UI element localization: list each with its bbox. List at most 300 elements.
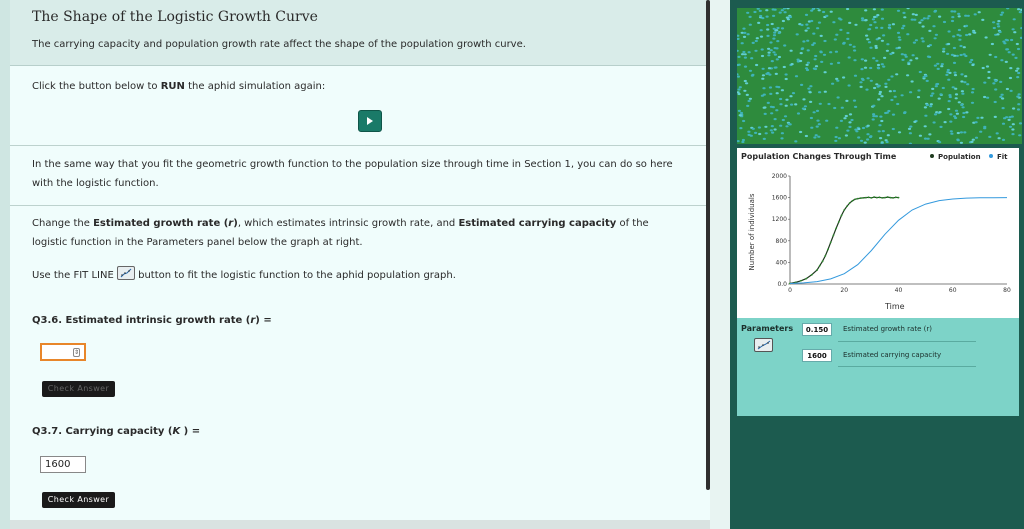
aphid (1015, 70, 1018, 72)
aphid (781, 89, 784, 91)
aphid (799, 131, 802, 133)
aphid (825, 120, 828, 122)
aphid (836, 80, 839, 82)
aphid (1009, 126, 1012, 128)
aphid (994, 80, 997, 82)
aphid (948, 94, 951, 96)
aphid (1013, 31, 1016, 33)
aphid (909, 126, 912, 128)
growth-rate-param-input[interactable]: 0.150 (802, 323, 832, 336)
aphid (939, 126, 942, 128)
aphid (890, 99, 893, 101)
aphid (952, 35, 955, 37)
aphid (994, 56, 997, 58)
aphid (886, 50, 889, 52)
aphid (752, 42, 755, 44)
aphid (775, 29, 778, 31)
aphid (924, 115, 927, 117)
aphid (951, 54, 954, 56)
aphid (1017, 108, 1020, 110)
population-point (862, 197, 864, 199)
aphid (857, 136, 860, 138)
aphid (773, 32, 776, 34)
aphid (737, 50, 739, 52)
run-simulation-button[interactable] (358, 110, 382, 132)
aphid (1001, 94, 1004, 96)
aphid (956, 113, 959, 115)
aphid (953, 47, 956, 49)
aphid (807, 49, 810, 51)
aphid (743, 36, 746, 38)
aphid (785, 105, 788, 107)
intro-text: In the same way that you fit the geometric growth function to the population size through time in Section 1, you can do so here with the logistic function. (32, 159, 673, 189)
carrying-capacity-answer-input[interactable]: 1600 (40, 456, 86, 473)
aphid (924, 138, 927, 140)
aphid (915, 14, 918, 16)
aphid (905, 56, 908, 58)
aphid (869, 47, 872, 49)
aphid (806, 69, 809, 71)
aphid (747, 33, 750, 35)
aphid (766, 28, 769, 30)
aphid (1006, 8, 1009, 9)
aphid (873, 21, 876, 23)
aphid (971, 102, 974, 104)
aphid (864, 67, 867, 69)
aphid (873, 87, 876, 89)
aphid (884, 83, 887, 85)
play-icon (367, 117, 373, 125)
aphid (870, 80, 873, 82)
aphid (794, 140, 797, 142)
aphid (917, 96, 920, 98)
aphid (872, 57, 875, 59)
y-tick-label: 400 (775, 259, 787, 267)
aphid (760, 36, 763, 38)
aphid (755, 40, 758, 42)
aphid (763, 106, 766, 108)
aphid (754, 50, 757, 52)
graph-title: Population Changes Through Time (741, 152, 897, 161)
aphid (924, 125, 927, 127)
aphid (917, 89, 920, 91)
aphid (789, 95, 792, 97)
aphid (1014, 57, 1017, 59)
aphid (861, 17, 864, 19)
population-point (824, 255, 826, 257)
aphid (741, 42, 744, 44)
aphid (805, 30, 808, 32)
population-point (873, 196, 875, 198)
aphid (758, 133, 761, 135)
aphid (813, 111, 816, 113)
aphid (909, 143, 912, 144)
aphid (890, 75, 893, 77)
aphid (948, 30, 951, 32)
growth-rate-answer-input[interactable] (40, 343, 86, 361)
population-point (889, 197, 891, 199)
aphid (987, 77, 990, 79)
check-answer-button-q36[interactable]: Check Answer (42, 381, 115, 397)
aphid (737, 140, 740, 142)
aphid (987, 71, 990, 73)
aphid (784, 115, 787, 117)
aphid (742, 120, 745, 122)
aphid (985, 36, 988, 38)
aphid (748, 100, 751, 102)
aphid (774, 118, 777, 120)
scrollbar[interactable] (706, 0, 710, 490)
header (10, 0, 710, 66)
aphid (896, 103, 899, 105)
aphid (886, 43, 889, 45)
aphid (924, 106, 927, 108)
aphid (854, 106, 857, 108)
aphid (783, 44, 786, 46)
aphid (881, 18, 884, 20)
aphid (963, 46, 966, 48)
aphid (882, 130, 885, 132)
aphid (840, 120, 843, 122)
aphid (872, 118, 875, 120)
aphid (748, 134, 751, 136)
aphid (872, 18, 875, 20)
aphid (941, 63, 944, 65)
aphid (763, 138, 766, 140)
aphid (902, 12, 905, 14)
aphid (765, 132, 768, 134)
aphid (958, 39, 961, 41)
aphid (1002, 139, 1005, 141)
check-answer-button-q37[interactable]: Check Answer (42, 492, 115, 508)
aphid (1008, 51, 1011, 53)
aphid (755, 64, 758, 66)
aphid (878, 93, 881, 95)
aphid (935, 83, 938, 85)
aphid (935, 34, 938, 36)
aphid (1009, 77, 1012, 79)
aphid (875, 60, 878, 62)
aphid (785, 99, 788, 101)
aphid (765, 73, 768, 75)
aphid (744, 57, 747, 59)
aphid (841, 107, 844, 109)
aphid (919, 135, 922, 137)
aphid (824, 91, 827, 93)
aphid (779, 103, 782, 105)
aphid (947, 79, 950, 81)
aphid (861, 58, 864, 60)
population-point (843, 209, 845, 211)
aphid (756, 37, 759, 39)
aphid (922, 25, 925, 27)
aphid (960, 73, 963, 75)
aphid (906, 74, 909, 76)
aphid (782, 20, 785, 22)
aphid (848, 126, 851, 128)
aphid (947, 69, 950, 71)
aphid (996, 132, 999, 134)
aphid (879, 137, 882, 139)
aphid (950, 133, 953, 135)
population-point (838, 221, 840, 223)
aphid (872, 105, 875, 107)
aphid (775, 86, 778, 88)
aphid (865, 35, 868, 37)
y-tick-label: 2000 (771, 173, 787, 180)
aphid (888, 24, 891, 26)
aphid (750, 57, 753, 59)
aphid (906, 33, 909, 35)
aphid (813, 136, 816, 138)
aphid (768, 52, 771, 54)
aphid (853, 100, 856, 102)
aphid (853, 49, 856, 51)
aphid (999, 96, 1002, 98)
aphid (774, 66, 777, 68)
aphid (960, 104, 963, 106)
population-point (892, 197, 894, 199)
aphid (934, 65, 937, 67)
aphid (923, 17, 926, 19)
aphid (816, 120, 819, 122)
aphid (964, 55, 967, 57)
aphid (1001, 12, 1004, 14)
aphid (737, 35, 739, 37)
aphid (762, 87, 765, 89)
aphid (862, 127, 865, 129)
carrying-capacity-param-input[interactable]: 1600 (802, 349, 832, 362)
aphid (761, 48, 764, 50)
aphid (762, 68, 765, 70)
aphid (986, 65, 989, 67)
growth-rate-param-label: Estimated growth rate (r) (843, 325, 932, 333)
aphid (823, 40, 826, 42)
aphid (738, 93, 741, 95)
aphid (1006, 39, 1009, 41)
population-point (870, 197, 872, 199)
left-gutter (0, 0, 10, 529)
aphid (1005, 61, 1008, 63)
aphid (938, 16, 941, 18)
aphid (818, 9, 821, 11)
aphid (982, 67, 985, 69)
population-point (865, 197, 867, 199)
aphid (889, 53, 892, 55)
aphid (961, 93, 964, 95)
aphid (771, 132, 774, 134)
aphid (854, 24, 857, 26)
aphid (928, 15, 931, 17)
population-point (887, 196, 889, 198)
aphid (749, 98, 752, 100)
legend-fit: Fit (989, 153, 1008, 161)
fit-line-button[interactable] (754, 338, 773, 352)
aphid (983, 127, 986, 129)
aphid (866, 133, 869, 135)
aphid (854, 75, 857, 77)
aphid (938, 98, 941, 100)
aphid (973, 32, 976, 34)
fit-line-icon (757, 340, 771, 350)
aphid (846, 8, 849, 10)
aphid (921, 37, 924, 39)
aphid (849, 113, 852, 115)
y-tick-label: 1200 (771, 216, 787, 224)
aphid (1018, 93, 1021, 95)
aphid (884, 86, 887, 88)
aphid (892, 114, 895, 116)
aphid (864, 60, 867, 62)
aphid (849, 44, 852, 46)
aphid (866, 138, 869, 140)
aphid (837, 62, 840, 64)
aphid (816, 110, 819, 112)
aphid (931, 92, 934, 94)
y-tick-label: 800 (775, 237, 787, 245)
aphid (888, 27, 891, 29)
aphid (760, 29, 763, 31)
aphid (980, 117, 983, 119)
aphid (770, 129, 773, 131)
aphid (947, 108, 950, 110)
aphid (866, 38, 869, 40)
aphid (790, 50, 793, 52)
aphid (943, 21, 946, 23)
aphid (810, 127, 813, 129)
aphid (1009, 67, 1012, 69)
aphid (942, 48, 945, 50)
aphid (865, 19, 868, 21)
aphid-simulation-view (737, 8, 1022, 144)
aphid (911, 80, 914, 82)
aphid (820, 51, 823, 53)
population-point (819, 265, 821, 267)
aphid (761, 17, 764, 19)
aphid (773, 34, 776, 36)
aphid (829, 51, 832, 53)
aphid (880, 27, 883, 29)
aphid (931, 88, 934, 90)
aphid (814, 58, 817, 60)
aphid (834, 140, 837, 142)
aphid (874, 45, 877, 47)
aphid (907, 63, 910, 65)
aphid (1011, 128, 1014, 130)
aphid (1016, 96, 1019, 98)
aphid (835, 136, 838, 138)
population-point (811, 274, 813, 276)
aphid (837, 96, 840, 98)
aphid (775, 109, 778, 111)
aphid (968, 33, 971, 35)
aphid (767, 48, 770, 50)
population-point (860, 197, 862, 199)
stepper-icon[interactable]: ⇕ (74, 349, 80, 356)
population-graph (737, 148, 1019, 318)
aphid (969, 61, 972, 63)
aphid (971, 91, 974, 93)
aphid (846, 130, 849, 132)
population-point (800, 280, 802, 282)
aphid (954, 88, 957, 90)
change-instructions: Change the Estimated growth rate (r), which estimates intrinsic growth rate, and Estimated carrying capacity of the logistic function in the Parameters panel below the graph at right. (32, 218, 649, 248)
aphid (779, 98, 782, 100)
aphid (919, 71, 922, 73)
aphid (768, 74, 771, 76)
aphid (1003, 117, 1006, 119)
aphid (1017, 103, 1020, 105)
aphid (895, 73, 898, 75)
aphid (797, 59, 800, 61)
aphid (955, 97, 958, 99)
aphid (825, 15, 828, 17)
fit-line-icon (117, 266, 135, 280)
y-tick-label: 0.0 (777, 281, 787, 288)
population-point (857, 198, 859, 200)
x-tick-label: 60 (948, 287, 957, 294)
aphid (903, 112, 906, 114)
aphid (784, 11, 787, 13)
aphid (1011, 133, 1014, 135)
aphid (776, 40, 779, 42)
aphid (737, 38, 740, 40)
aphid (957, 13, 960, 15)
aphid (774, 128, 777, 130)
x-tick-label: 20 (840, 287, 849, 294)
aphid (1008, 119, 1011, 121)
aphid (935, 85, 938, 87)
aphid (915, 57, 918, 59)
aphid (882, 66, 885, 68)
content-panel (10, 0, 710, 529)
aphid (766, 24, 769, 26)
aphid (758, 126, 761, 128)
aphid (881, 63, 884, 65)
aphid (947, 43, 950, 45)
aphid (831, 83, 834, 85)
aphid (817, 136, 820, 138)
aphid (773, 28, 776, 30)
population-point (830, 242, 832, 244)
aphid (741, 141, 744, 143)
aphid (955, 93, 958, 95)
aphid (950, 130, 953, 132)
aphid (970, 141, 973, 143)
aphid (963, 81, 966, 83)
aphid (953, 62, 956, 64)
aphid (805, 14, 808, 16)
aphid (800, 24, 803, 26)
aphid (774, 54, 777, 56)
aphid (913, 42, 916, 44)
aphid (742, 28, 745, 30)
aphid (1017, 72, 1020, 74)
aphid (764, 126, 767, 128)
aphid (842, 43, 845, 45)
aphid (810, 20, 813, 22)
q37-label: Q3.7. Carrying capacity (K ) = (32, 426, 201, 437)
aphid (912, 54, 915, 56)
aphid (880, 120, 883, 122)
aphid (1012, 54, 1015, 56)
aphid (901, 94, 904, 96)
aphid (818, 123, 821, 125)
aphid (960, 80, 963, 82)
aphid (768, 67, 771, 69)
aphid (823, 54, 826, 56)
aphid (835, 34, 838, 36)
